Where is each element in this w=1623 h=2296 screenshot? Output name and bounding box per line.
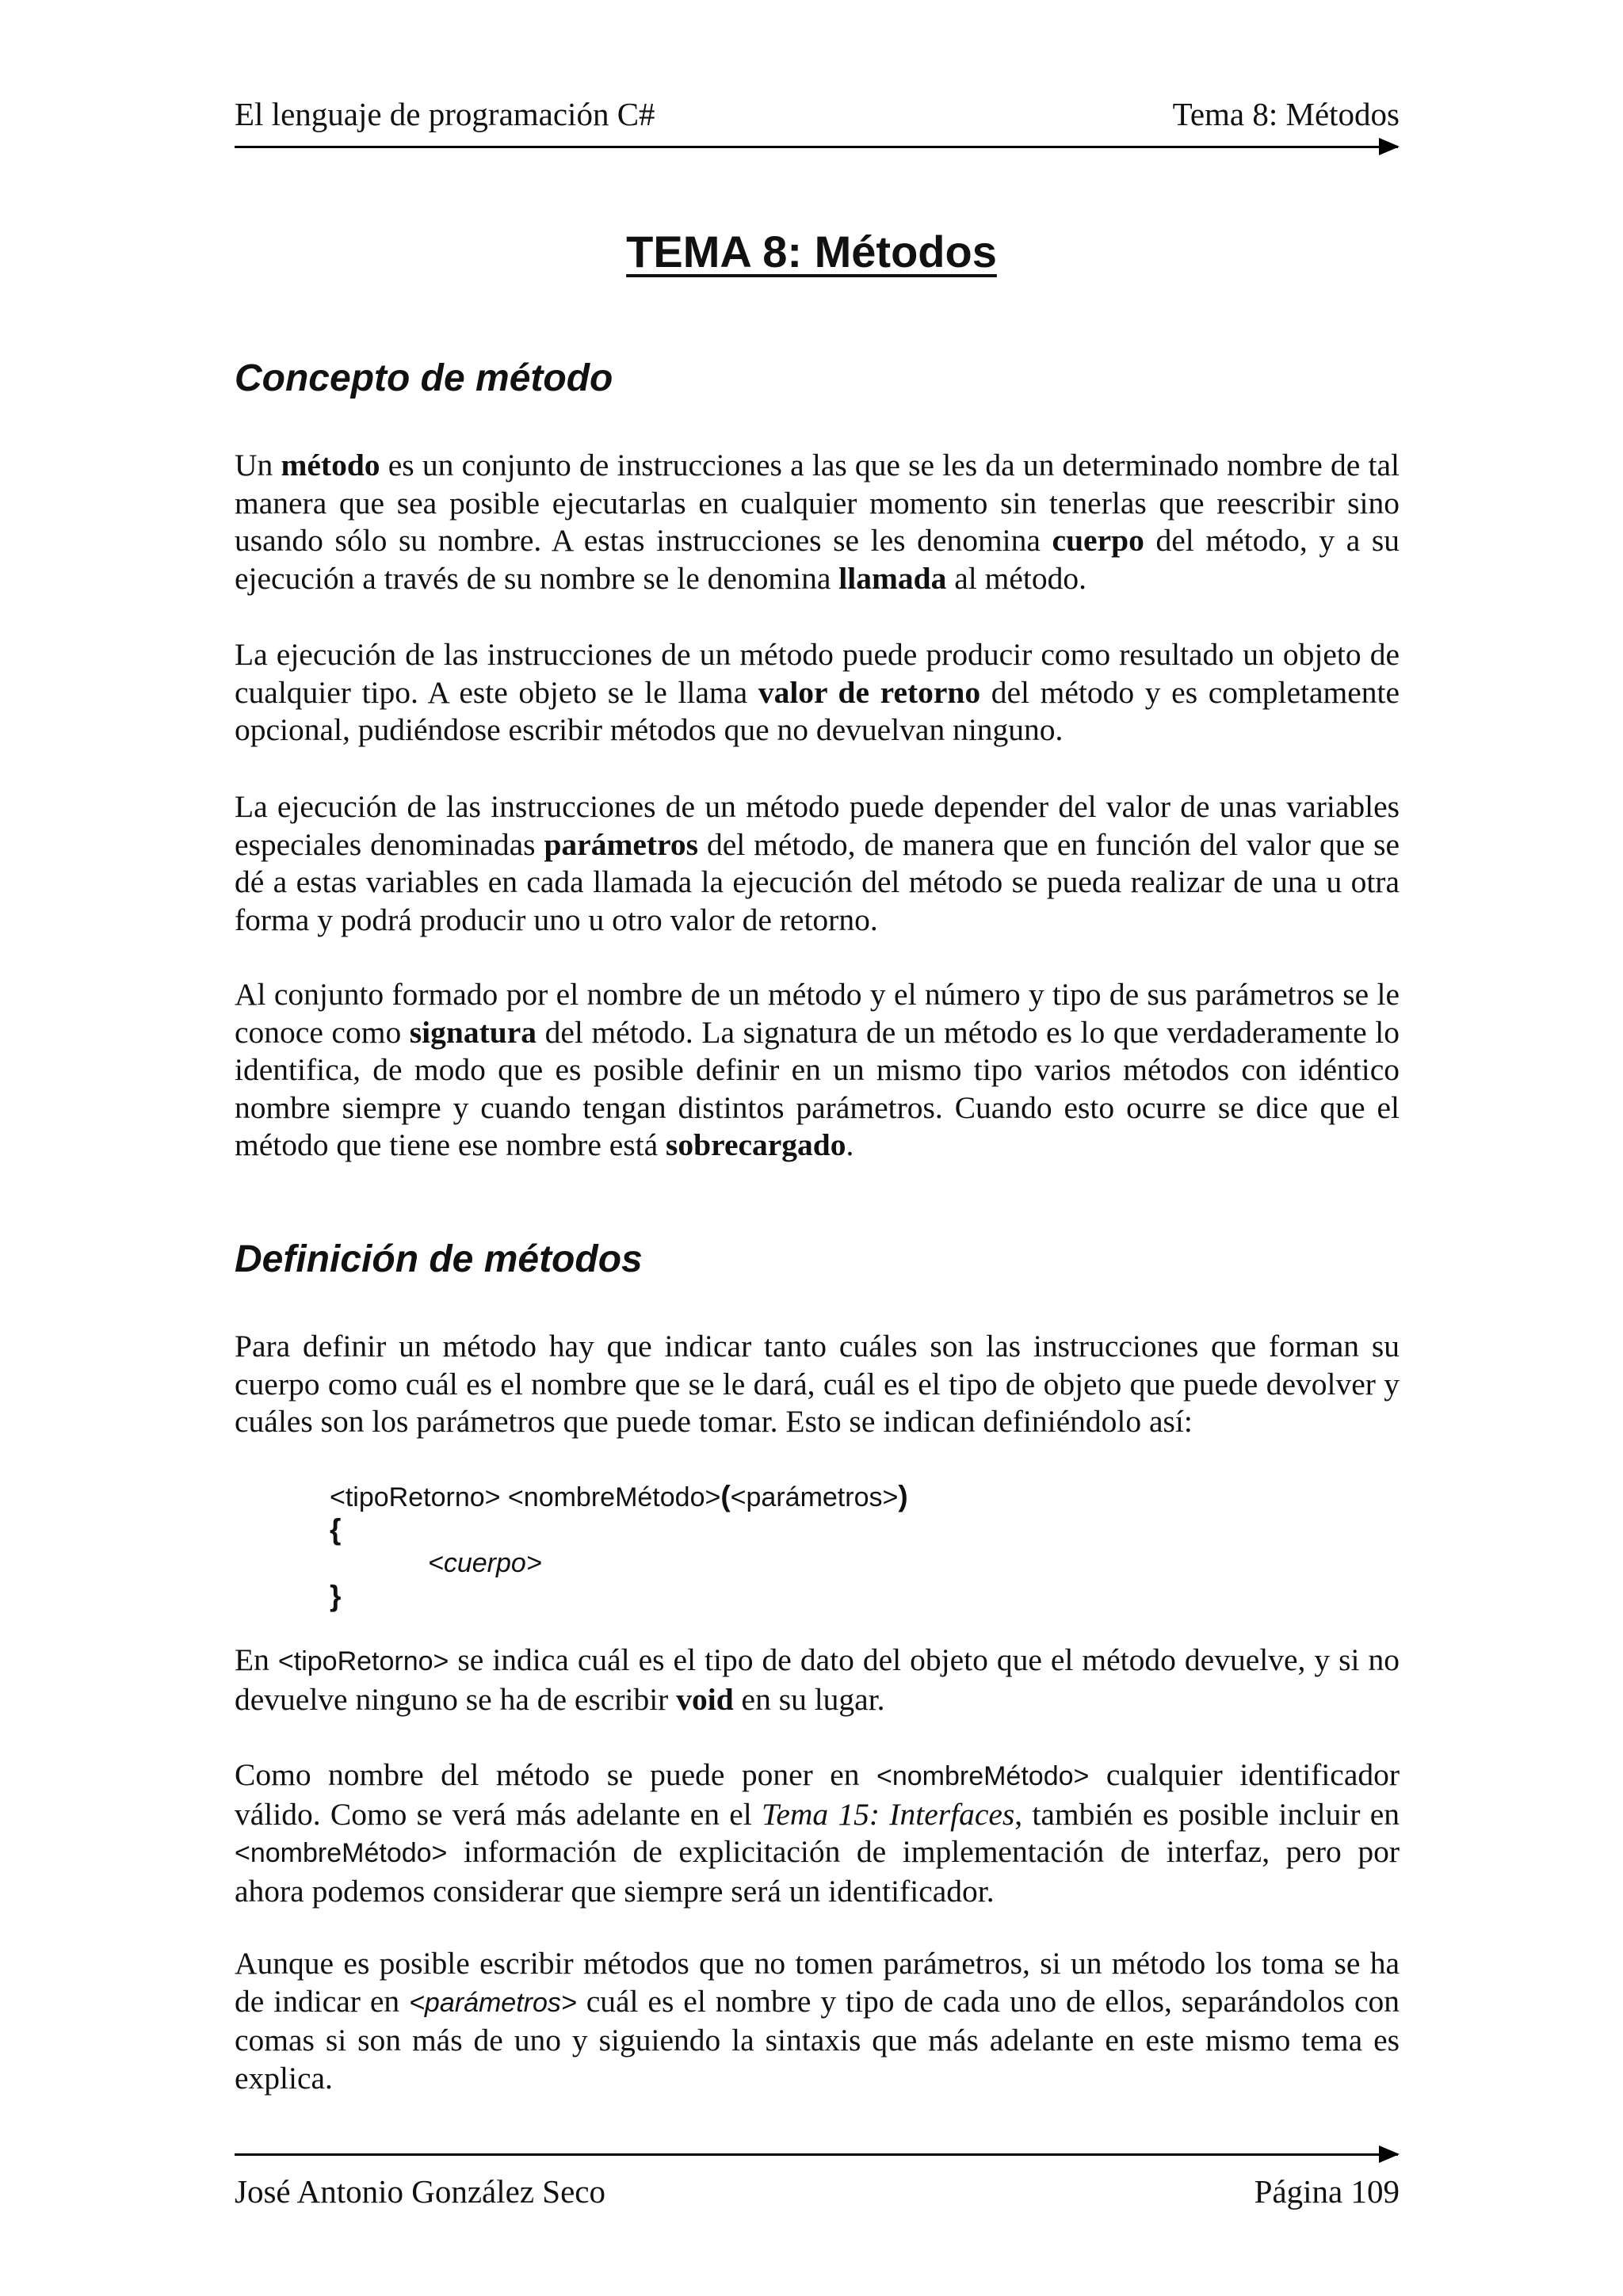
footer-arrow-rule <box>235 2153 1398 2156</box>
text-run: se indica cuál es el tipo de dato del objeto que el método devuelve, y si no devuelve ninguno se ha de escribir <box>235 1642 1400 1717</box>
code-ref-parametros: <parámetros> <box>409 1987 577 2018</box>
text-run: Aunque es posible escribir métodos que no tomen parámetros, si un método los toma se ha de indicar en <box>235 1946 1400 2019</box>
text-run: en su lugar. <box>733 1681 885 1717</box>
text-run: del método, de manera que en función del valor que se dé a estas variables en cada llamada la ejecución del método se pueda realizar de una u otra forma y podrá producir uno u otro valor de retorno. <box>235 826 1400 937</box>
code-ref-tipo-retorno: <tipoRetorno> <box>277 1646 449 1676</box>
syntax-signature-line <box>330 1480 1360 1513</box>
text-run: . <box>846 1127 854 1163</box>
text-run: Al conjunto formado por el nombre de un método y el número y tipo de sus parámetros se le conoce como <box>235 977 1400 1050</box>
text-run: es un conjunto de instrucciones a las que se les da un determinado nombre de tal manera que sea posible ejecutarlas en cualquier momento sin tenerlas que reescribir sino usando sólo su nombre. A estas instrucciones se les denomina <box>235 448 1400 559</box>
code-ref-nombre-metodo: <nombreMétodo> <box>235 1838 448 1869</box>
paragraph-4 <box>235 976 1400 1165</box>
syntax-open-paren: ( <box>720 1480 731 1512</box>
text-run: cuál es el nombre y tipo de cada uno de ellos, separándolos con comas si son más de uno y siguiendo la sintaxis que más adelante en este mismo tema es explica. <box>235 1983 1400 2096</box>
paragraph-6 <box>235 1642 1400 1718</box>
text-run: La ejecución de las instrucciones de un método puede producir como resultado un objeto de cualquier tipo. A este objeto se le llama <box>235 637 1400 710</box>
section-heading-concepto: Concepto de método <box>235 357 613 399</box>
syntax-parameters: <parámetros> <box>730 1482 899 1512</box>
text-run: , también es posible incluir en <box>1014 1796 1400 1832</box>
term-parametros: parámetros <box>544 826 698 862</box>
paragraph-2 <box>235 636 1400 749</box>
page-header <box>235 95 1400 133</box>
header-chapter: Tema 8: Métodos <box>1172 96 1400 132</box>
syntax-body-line <box>330 1547 1360 1580</box>
keyword-void: void <box>676 1681 734 1717</box>
term-signatura: signatura <box>409 1014 537 1050</box>
syntax-open-brace-line <box>330 1513 1360 1547</box>
text-run: cualquier identificador válido. Como se verá más adelante en el <box>235 1757 1400 1832</box>
syntax-close-brace: } <box>330 1580 342 1612</box>
paragraph-7 <box>235 1756 1400 1910</box>
page-footer <box>235 2172 1400 2210</box>
term-cuerpo: cuerpo <box>1052 523 1144 559</box>
paragraph-3 <box>235 788 1400 939</box>
paragraph-1 <box>235 447 1400 597</box>
syntax-return-and-name: <tipoRetorno> <nombreMétodo> <box>330 1482 721 1512</box>
arrow-head-icon <box>1379 2145 1400 2163</box>
text-run: información de explicitación de implementación de interfaz, pero por ahora podemos considerar que siempre será un identificador. <box>235 1834 1400 1909</box>
text-run: La ejecución de las instrucciones de un método puede depender del valor de unas variables especiales denominadas <box>235 789 1400 862</box>
syntax-block <box>330 1480 1360 1613</box>
code-ref-nombre-metodo: <nombreMétodo> <box>876 1761 1090 1791</box>
cross-reference-tema-15: Tema 15: Interfaces <box>762 1796 1015 1832</box>
section-heading-definicion: Definición de métodos <box>235 1238 643 1280</box>
paragraph-5: Para definir un método hay que indicar tanto cuáles son las instrucciones que forman su cuerpo como cuál es el nombre que se le dará, cuál es el tipo de objeto que puede devolver y cuáles son los parámetros que puede tomar. Esto se indican definiéndolo así: <box>235 1329 1400 1440</box>
text-run: Un <box>235 448 281 482</box>
syntax-close-paren: ) <box>898 1480 908 1512</box>
header-book-title: El lenguaje de programación C# <box>235 96 655 132</box>
text-run: del método. La signatura de un método es lo que verdaderamente lo identifica, de modo que es posible definir en un mismo tipo varios métodos con idéntico nombre siempre y cuando tengan distintos parámetros. Cuando esto ocurre se dice que el método que tiene ese nombre está <box>235 1014 1400 1163</box>
text-run: al método. <box>946 560 1086 596</box>
text-run: Como nombre del método se puede poner en <box>235 1757 876 1792</box>
syntax-open-brace: { <box>330 1513 342 1546</box>
term-valor-de-retorno: valor de retorno <box>758 674 981 710</box>
text-run: En <box>235 1642 278 1677</box>
text-run: del método, y a su ejecución a través de su nombre se le denomina <box>235 523 1400 596</box>
header-arrow-rule <box>235 146 1398 148</box>
term-llamada: llamada <box>838 560 947 596</box>
page-title: TEMA 8: Métodos <box>626 227 997 277</box>
footer-page-number: Página 109 <box>1254 2173 1400 2210</box>
paragraph-8 <box>235 1945 1400 2097</box>
footer-author: José Antonio González Seco <box>235 2173 605 2210</box>
text-run: del método y es completamente opcional, pudiéndose escribir métodos que no devuelvan ninguno. <box>235 674 1400 748</box>
term-sobrecargado: sobrecargado <box>666 1127 846 1163</box>
term-metodo: método <box>281 448 380 482</box>
arrow-head-icon <box>1379 138 1400 155</box>
syntax-body: <cuerpo> <box>428 1548 542 1578</box>
syntax-close-brace-line <box>330 1580 1360 1613</box>
